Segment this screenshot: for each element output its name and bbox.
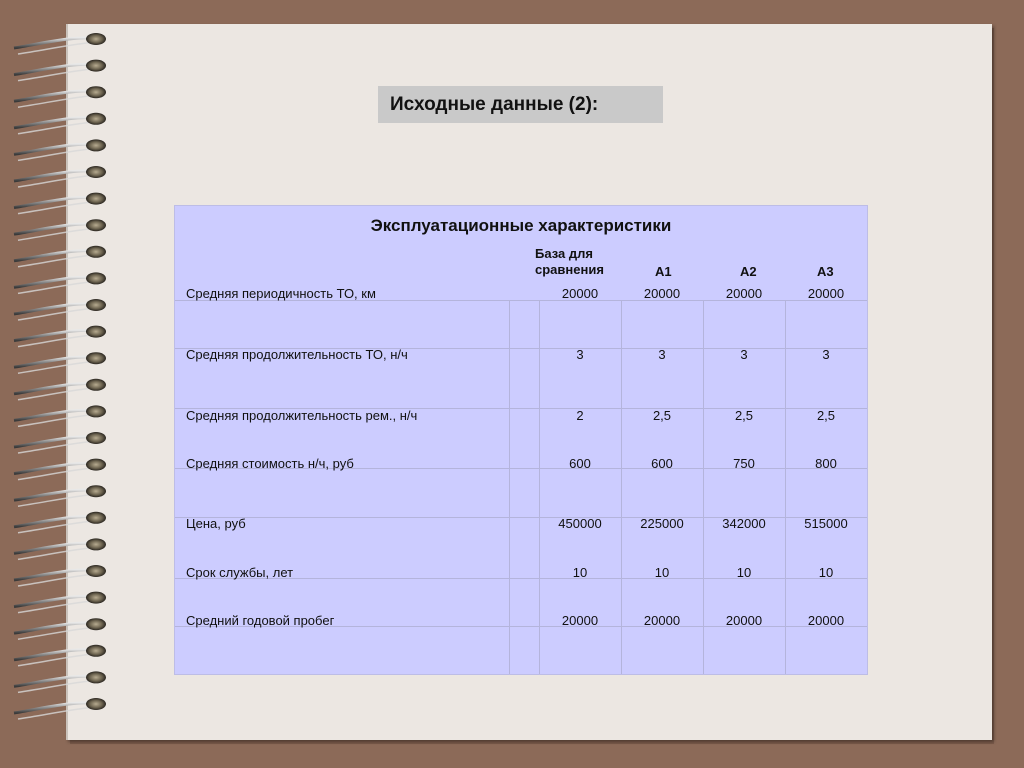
slide-title: Исходные данные (2): xyxy=(390,93,599,115)
binding-hole-icon xyxy=(86,193,106,205)
row-label-to-interval: Средняя периодичность ТО, км xyxy=(186,286,376,301)
table-cell: 10 xyxy=(736,565,752,580)
table-cell: 3 xyxy=(822,347,830,362)
binding-hole-icon xyxy=(86,246,106,258)
table-cell: 3 xyxy=(576,347,584,362)
binding-hole-icon xyxy=(86,379,106,391)
binding-hole-icon xyxy=(86,512,106,524)
table-cell: 342000 xyxy=(722,516,766,531)
row-label-annual-mileage: Средний годовой пробег xyxy=(186,613,335,628)
binding-hole-icon xyxy=(86,33,106,45)
table-cell: 10 xyxy=(654,565,670,580)
binding-hole-icon xyxy=(86,698,106,710)
table-cell: 600 xyxy=(651,456,673,471)
table-cell: 450000 xyxy=(558,516,602,531)
row-label-service-life: Срок службы, лет xyxy=(186,565,294,580)
table-cell: 20000 xyxy=(725,613,763,628)
binding-hole-icon xyxy=(86,86,106,98)
column-header-a3: А3 xyxy=(817,264,834,279)
table-cell: 20000 xyxy=(725,286,763,301)
binding-hole-icon xyxy=(86,139,106,151)
table-cell: 800 xyxy=(815,456,837,471)
table-heading: Эксплуатационные характеристики xyxy=(370,216,672,235)
binding-hole-icon xyxy=(86,645,106,657)
table-cell: 20000 xyxy=(643,613,681,628)
column-header-a1: А1 xyxy=(655,264,672,279)
binding-hole-icon xyxy=(86,565,106,577)
binding-hole-icon xyxy=(86,299,106,311)
table-cell: 20000 xyxy=(561,613,599,628)
table-cell: 20000 xyxy=(643,286,681,301)
binding-hole-icon xyxy=(86,405,106,417)
binding-hole-icon xyxy=(86,538,106,550)
binding-hole-icon xyxy=(86,432,106,444)
binding-hole-icon xyxy=(86,671,106,683)
binding-hole-icon xyxy=(86,352,106,364)
binding-hole-icon xyxy=(86,485,106,497)
table-cell: 2,5 xyxy=(734,408,754,423)
column-divider xyxy=(509,300,510,674)
slide-title-box xyxy=(378,86,663,123)
row-label-price: Цена, руб xyxy=(186,516,246,531)
table-cell: 10 xyxy=(818,565,834,580)
table-cell: 2,5 xyxy=(652,408,672,423)
table-cell: 225000 xyxy=(640,516,684,531)
table-cell: 20000 xyxy=(561,286,599,301)
binding-hole-icon xyxy=(86,60,106,72)
spiral-binding-icon xyxy=(0,0,120,768)
table-cell: 515000 xyxy=(804,516,848,531)
characteristics-table xyxy=(174,205,868,675)
table-cell: 20000 xyxy=(807,286,845,301)
binding-hole-icon xyxy=(86,592,106,604)
binding-hole-icon xyxy=(86,166,106,178)
table-cell: 600 xyxy=(569,456,591,471)
binding-hole-icon xyxy=(86,459,106,471)
table-cell: 20000 xyxy=(807,613,845,628)
table-cell: 10 xyxy=(572,565,588,580)
table-cell: 3 xyxy=(740,347,748,362)
column-header-base: База для сравнения xyxy=(535,246,604,277)
binding-hole-icon xyxy=(86,326,106,338)
table-cell: 2 xyxy=(576,408,584,423)
row-label-hour-cost: Средняя стоимость н/ч, руб xyxy=(186,456,354,471)
row-label-to-duration: Средняя продолжительность ТО, н/ч xyxy=(186,347,408,362)
table-cell: 2,5 xyxy=(816,408,836,423)
table-cell: 3 xyxy=(658,347,666,362)
binding-hole-icon xyxy=(86,272,106,284)
binding-hole-icon xyxy=(86,113,106,125)
column-header-a2: А2 xyxy=(740,264,757,279)
row-label-repair-duration: Средняя продолжительность рем., н/ч xyxy=(186,408,418,423)
binding-hole-icon xyxy=(86,219,106,231)
binding-hole-icon xyxy=(86,618,106,630)
table-cell: 750 xyxy=(733,456,755,471)
